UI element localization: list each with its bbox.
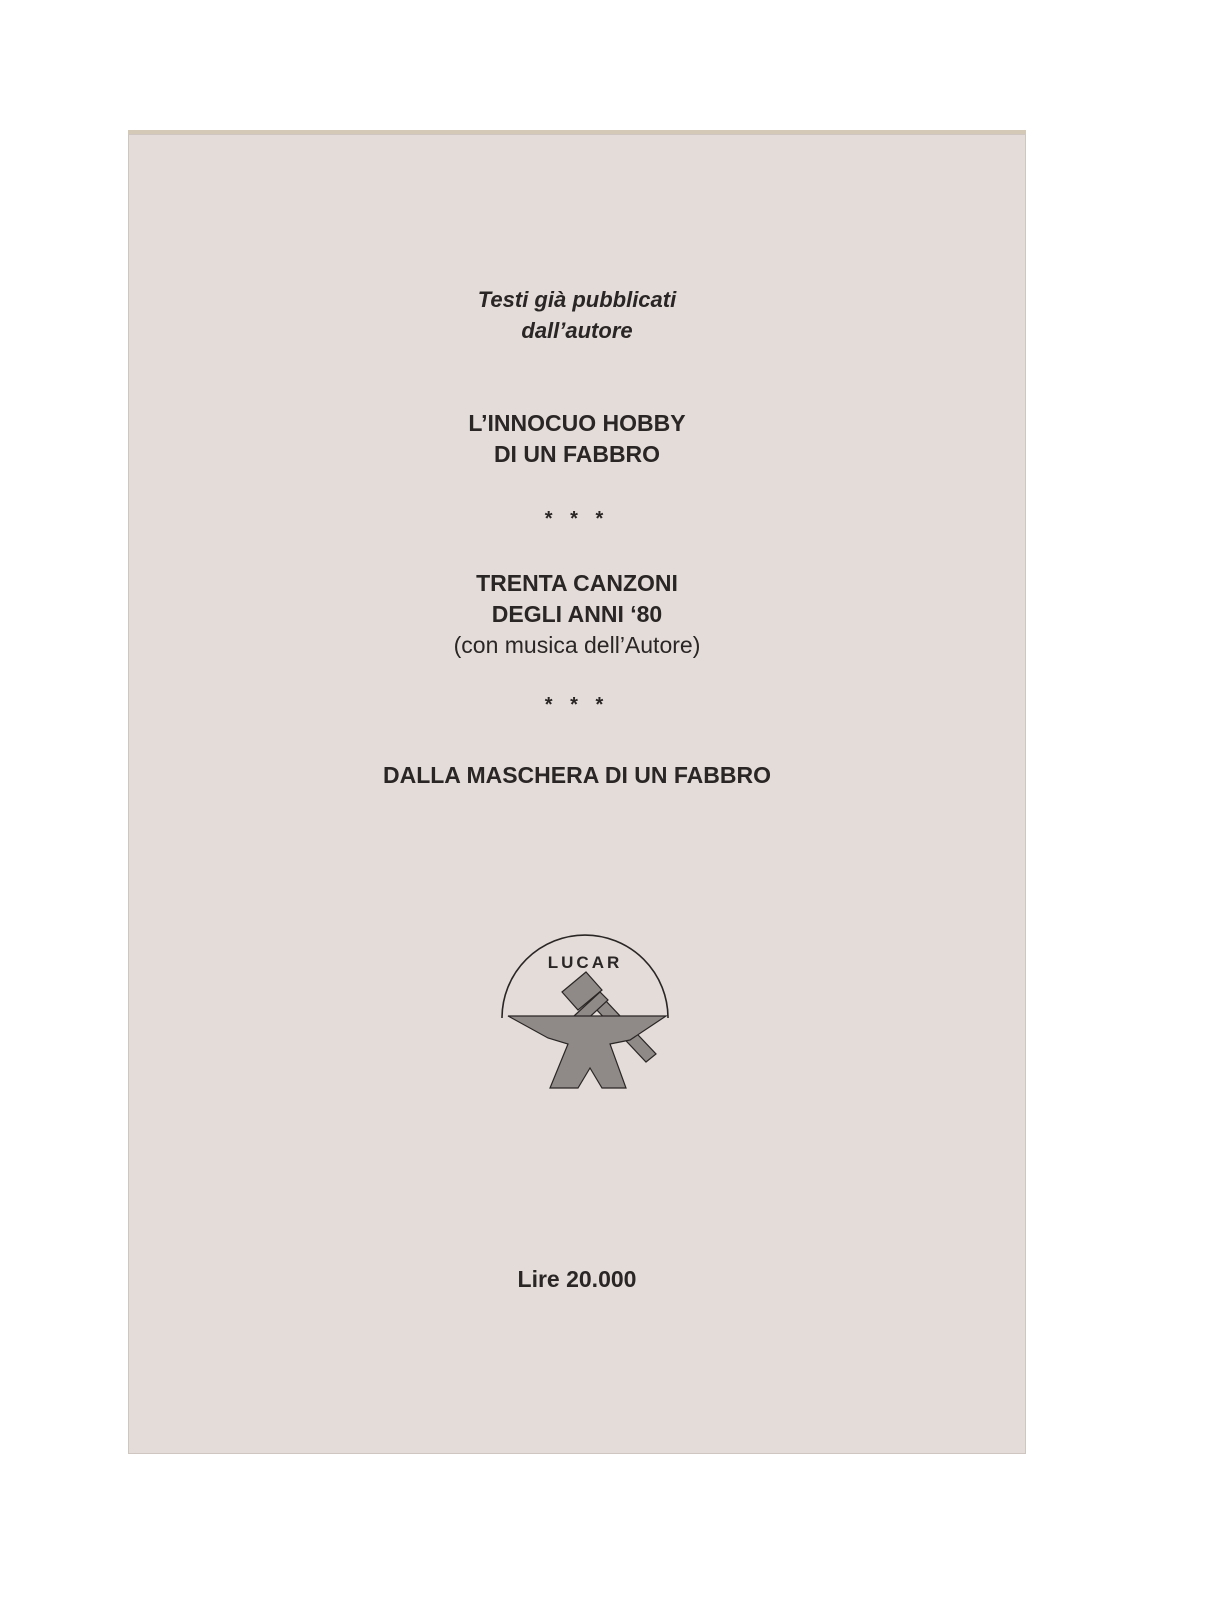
cover-content <box>128 134 1026 1454</box>
anvil-hammer-icon <box>490 920 680 1090</box>
work-1-line-1: L’INNOCUO HOBBY <box>468 410 686 436</box>
price-label: Lire 20.000 <box>517 1266 637 1292</box>
published-works-heading <box>128 284 1026 346</box>
publisher-logo-text: LUCAR <box>547 953 623 972</box>
work-title-3 <box>128 760 1026 791</box>
separator-2: * * * <box>544 694 610 716</box>
work-2-line-3: (con musica dell’Autore) <box>453 632 701 658</box>
work-1-line-2: DI UN FABBRO <box>493 441 661 467</box>
work-2-line-1: TRENTA CANZONI <box>476 570 678 596</box>
separator-1: * * * <box>544 508 610 530</box>
work-title-2 <box>128 568 1026 661</box>
book-back-cover <box>128 134 1026 1454</box>
heading-line-1: Testi già pubblicati <box>477 287 677 312</box>
work-2-line-2: DEGLI ANNI ‘80 <box>491 601 663 627</box>
work-3-line-1: DALLA MASCHERA DI UN FABBRO <box>382 762 771 788</box>
heading-line-2: dall’autore <box>521 318 633 343</box>
work-title-1 <box>128 408 1026 470</box>
publisher-logo <box>490 920 680 1090</box>
